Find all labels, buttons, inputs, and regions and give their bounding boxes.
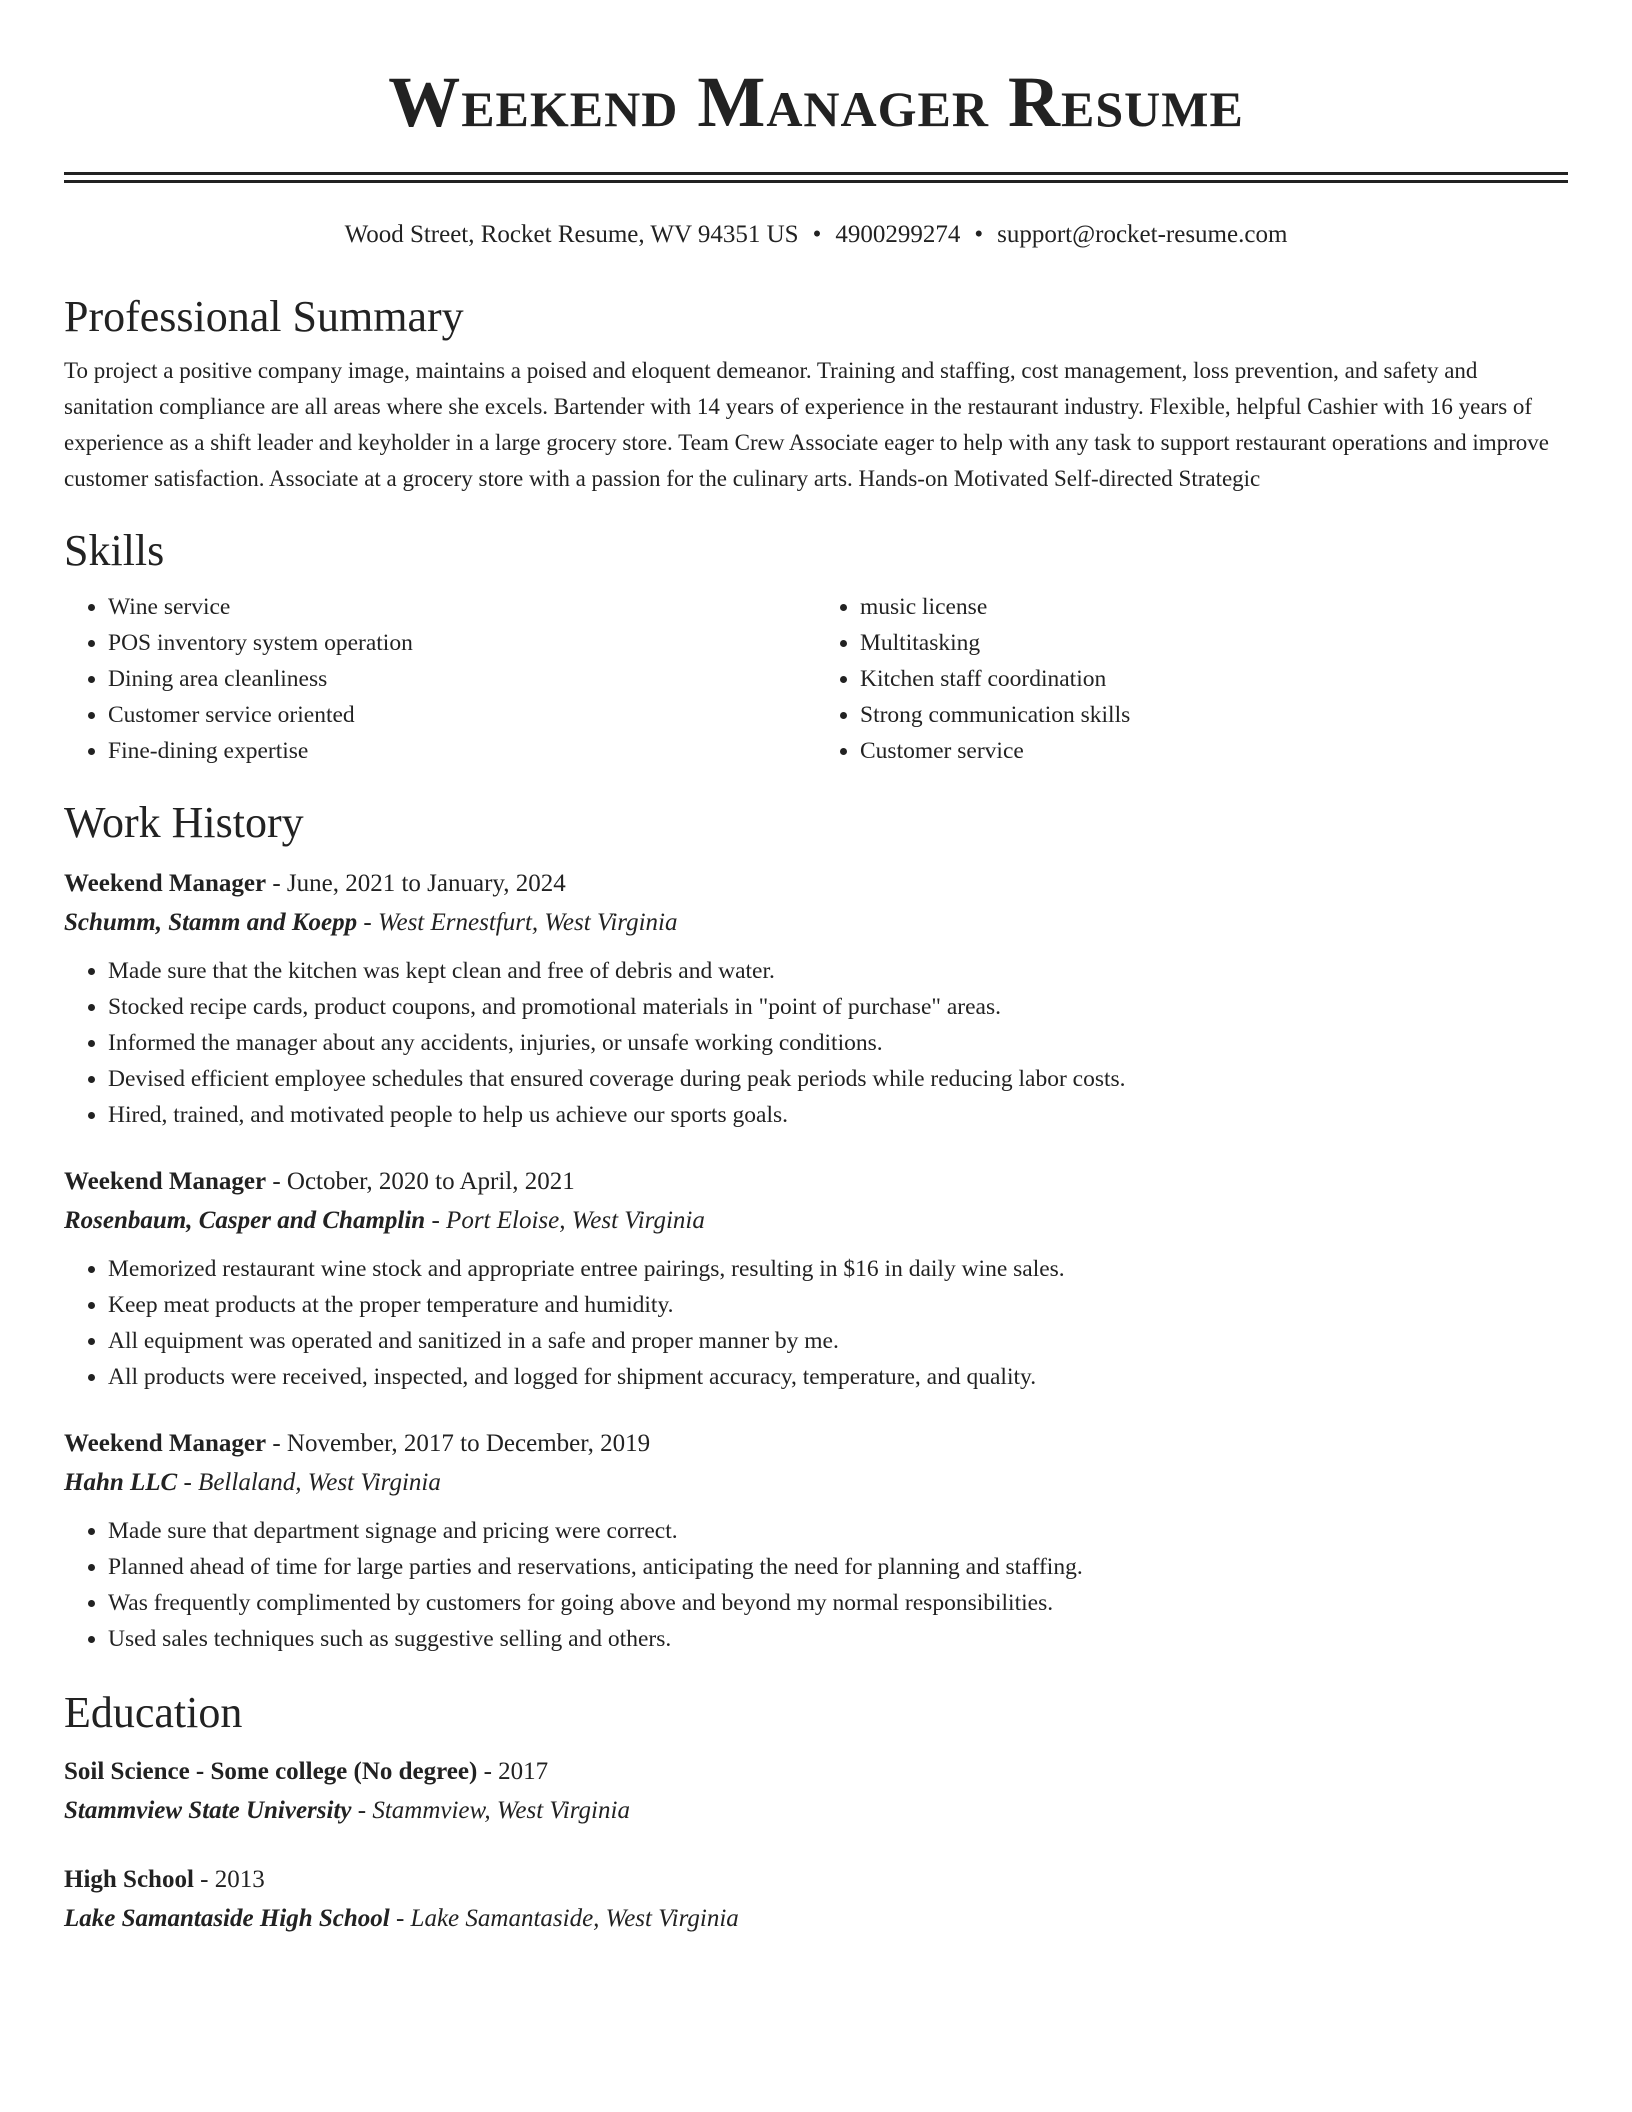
degree-line (64, 1861, 1568, 1899)
contact-separator: • (812, 221, 822, 248)
job-bullet: • Keep meat products at the proper temperature and humidity. (108, 1287, 1568, 1323)
work-history-heading: Work History (64, 798, 304, 847)
resume-title: Weekend Manager Resume (388, 62, 1244, 142)
job-title: Weekend Manager (64, 1430, 267, 1457)
degree-year: - 2017 (477, 1758, 549, 1785)
job-bullet: • Devised efficient employee schedules that ensured coverage during peak periods while reducing labor costs. (108, 1061, 1568, 1097)
job-bullets (64, 953, 1568, 1133)
company-name: Hahn LLC (64, 1469, 178, 1496)
school-line (64, 1899, 1568, 1939)
school-name: Stammview State University (64, 1797, 352, 1824)
job-entry (64, 865, 1568, 1133)
school-line (64, 1791, 1568, 1831)
skills-list (64, 589, 1568, 769)
company-location: - Port Eloise, West Virginia (425, 1207, 705, 1234)
company-name: Rosenbaum, Casper and Champlin (64, 1207, 426, 1234)
skill-item: • Dining area cleanliness (108, 661, 816, 697)
skill-item: • Customer service (860, 733, 1568, 769)
job-entry (64, 1425, 1568, 1657)
job-title: Weekend Manager (64, 1168, 267, 1195)
company-line (64, 1201, 1568, 1241)
job-bullet: • Hired, trained, and motivated people to help us achieve our sports goals. (108, 1097, 1568, 1133)
job-bullet: • Used sales techniques such as suggestive selling and others. (108, 1621, 1568, 1657)
degree-name: High School (64, 1866, 194, 1893)
skill-item: • POS inventory system operation (108, 625, 816, 661)
contact-address: Wood Street, Rocket Resume, WV 94351 US (344, 221, 799, 248)
contact-phone: 4900299274 (835, 221, 961, 248)
school-location: - Lake Samantaside, West Virginia (389, 1905, 739, 1932)
degree-year: - 2013 (193, 1866, 265, 1893)
job-entry (64, 1163, 1568, 1395)
skill-item: • music license (860, 589, 1568, 625)
company-location: - West Ernestfurt, West Virginia (357, 909, 678, 936)
title-double-rule (64, 172, 1568, 183)
skill-item: • Wine service (108, 589, 816, 625)
job-dates: - October, 2020 to April, 2021 (266, 1168, 575, 1195)
job-bullet: • Made sure that the kitchen was kept clean and free of debris and water. (108, 953, 1568, 989)
degree-name: Soil Science - Some college (No degree) (64, 1758, 478, 1785)
contact-email: support@rocket-resume.com (997, 221, 1288, 248)
school-location: - Stammview, West Virginia (351, 1797, 630, 1824)
job-bullets (64, 1513, 1568, 1657)
job-bullet: • Planned ahead of time for large parties and reservations, anticipating the need for planning and staffing. (108, 1549, 1568, 1585)
school-name: Lake Samantaside High School (64, 1905, 390, 1932)
skill-item: • Customer service oriented (108, 697, 816, 733)
education-heading: Education (64, 1688, 243, 1737)
skill-item: • Fine-dining expertise (108, 733, 816, 769)
job-dates: - June, 2021 to January, 2024 (266, 870, 566, 897)
job-title-line (64, 1425, 1568, 1463)
job-title-line (64, 865, 1568, 903)
company-location: - Bellaland, West Virginia (177, 1469, 441, 1496)
job-bullet: • Informed the manager about any accidents, injuries, or unsafe working conditions. (108, 1025, 1568, 1061)
job-title: Weekend Manager (64, 870, 267, 897)
company-name: Schumm, Stamm and Koepp (64, 909, 358, 936)
job-bullet: • All products were received, inspected, and logged for shipment accuracy, temperature, and quality. (108, 1359, 1568, 1395)
contact-line (64, 219, 1568, 251)
education-entry (64, 1861, 1568, 1939)
skill-item: • Multitasking (860, 625, 1568, 661)
job-dates: - November, 2017 to December, 2019 (266, 1430, 651, 1457)
skill-item: • Strong communication skills (860, 697, 1568, 733)
job-bullet: • Memorized restaurant wine stock and appropriate entree pairings, resulting in $16 in daily wine sales. (108, 1251, 1568, 1287)
job-bullet: • Was frequently complimented by customers for going above and beyond my normal responsibilities. (108, 1585, 1568, 1621)
summary-text: To project a positive company image, maintains a poised and eloquent demeanor. Training and staffing, cost management, loss prevention, and safety and sanitation compliance are all areas where she excels. Bartender with 14 years of experience in the restaurant industry. Flexible, helpful Cashier with 16 years of experience as a shift leader and keyholder in a large grocery store. Team Crew Associate eager to help with any task to support restaurant operations and improve customer satisfaction. Associate at a grocery store with a passion for the culinary arts. Hands-on Motivated Self-directed Strategic (64, 358, 1549, 491)
job-bullets (64, 1251, 1568, 1395)
skills-heading: Skills (64, 526, 165, 575)
skill-item: • Kitchen staff coordination (860, 661, 1568, 697)
job-bullet: • Made sure that department signage and pricing were correct. (108, 1513, 1568, 1549)
skills-column-left (64, 589, 816, 769)
job-bullet: • Stocked recipe cards, product coupons, and promotional materials in "point of purchase" areas. (108, 989, 1568, 1025)
company-line (64, 903, 1568, 943)
contact-separator: • (974, 221, 984, 248)
summary-heading: Professional Summary (64, 292, 464, 341)
company-line (64, 1463, 1568, 1503)
job-bullet: • All equipment was operated and sanitized in a safe and proper manner by me. (108, 1323, 1568, 1359)
job-title-line (64, 1163, 1568, 1201)
education-entry (64, 1753, 1568, 1831)
degree-line (64, 1753, 1568, 1791)
skills-column-right (816, 589, 1568, 769)
